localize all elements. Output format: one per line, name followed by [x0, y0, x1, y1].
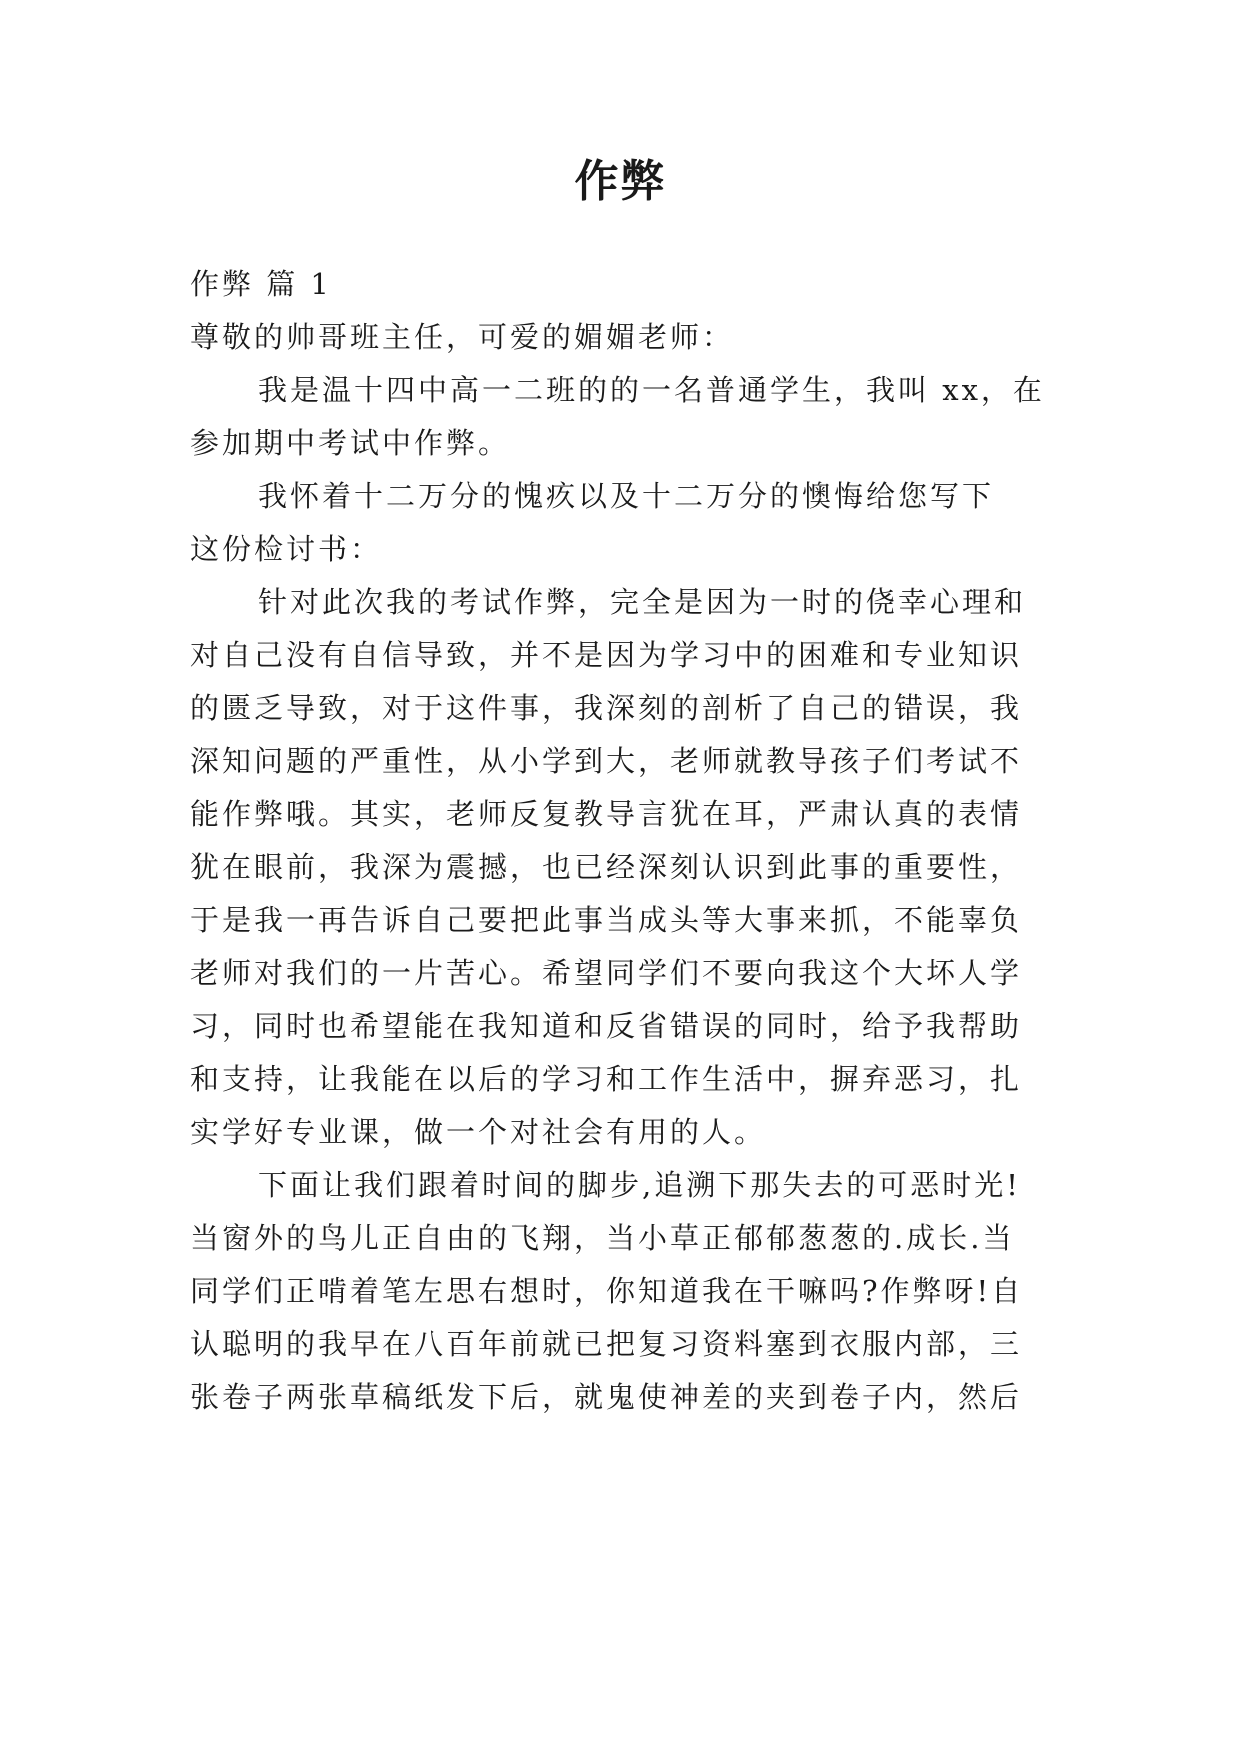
paragraph-line: 我怀着十二万分的愧疚以及十二万分的懊悔给您写下	[258, 479, 995, 513]
paragraph-line: 于是我一再告诉自己要把此事当成头等大事来抓，不能辜负	[190, 903, 1023, 937]
paragraph-line: 的匮乏导致，对于这件事，我深刻的剖析了自己的错误，我	[190, 691, 1023, 725]
section-heading: 作弊 篇 1	[190, 267, 332, 301]
paragraph-line: 和支持，让我能在以后的学习和工作生活中，摒弃恶习，扎	[190, 1062, 1023, 1096]
paragraph-line: 下面让我们跟着时间的脚步,追溯下那失去的可恶时光!	[258, 1168, 1021, 1202]
paragraph-line: 实学好专业课，做一个对社会有用的人。	[190, 1115, 767, 1149]
paragraph-line: 认聪明的我早在八百年前就已把复习资料塞到衣服内部，三	[190, 1327, 1023, 1361]
paragraph-line: 针对此次我的考试作弊，完全是因为一时的侥幸心理和	[258, 585, 1027, 619]
document-title: 作弊	[574, 156, 667, 207]
paragraph-line: 老师对我们的一片苦心。希望同学们不要向我这个大坏人学	[190, 956, 1023, 990]
paragraph-line: 张卷子两张草稿纸发下后，就鬼使神差的夹到卷子内，然后	[190, 1380, 1023, 1414]
paragraph-line: 深知问题的严重性，从小学到大，老师就教导孩子们考试不	[190, 744, 1023, 778]
paragraph-line: 参加期中考试中作弊。	[190, 426, 511, 460]
paragraph-line: 这份检讨书：	[190, 532, 383, 566]
paragraph-line: 对自己没有自信导致，并不是因为学习中的困难和专业知识	[190, 638, 1023, 672]
paragraph-line: 当窗外的鸟儿正自由的飞翔，当小草正郁郁葱葱的.成长.当	[190, 1221, 1015, 1255]
paragraph-line: 同学们正啃着笔左思右想时，你知道我在干嘛吗?作弊呀!自	[190, 1274, 1024, 1308]
paragraph-line: 犹在眼前，我深为震撼，也已经深刻认识到此事的重要性，	[190, 850, 1023, 884]
paragraph-line: 习，同时也希望能在我知道和反省错误的同时，给予我帮助	[190, 1009, 1023, 1043]
salutation-line: 尊敬的帅哥班主任，可爱的媚媚老师：	[190, 320, 735, 354]
paragraph-line: 能作弊哦。其实，老师反复教导言犹在耳，严肃认真的表情	[190, 797, 1023, 831]
paragraph-line: 我是温十四中高一二班的的一名普通学生，我叫 xx，在	[258, 373, 1045, 407]
